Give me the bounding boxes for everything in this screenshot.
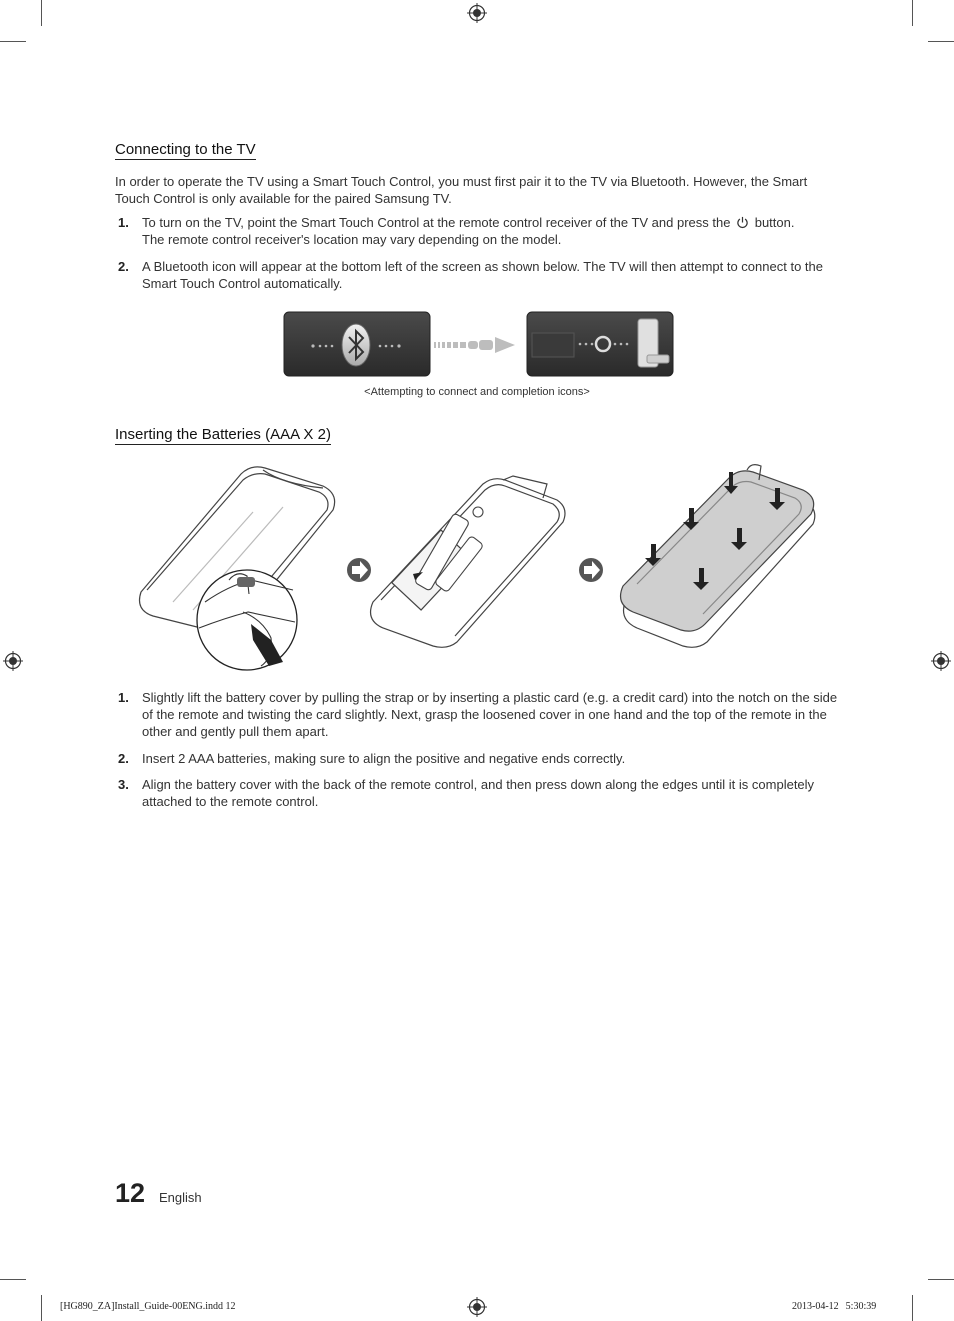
crop-mark (0, 41, 26, 42)
intro-paragraph: In order to operate the TV using a Smart Touch Control, you must first pair it to the TV via Bluetooth. However, the Smart Touch Control is only available for the paired Samsung TV. (115, 174, 808, 206)
arrow-right-icon (347, 558, 371, 582)
step-text-part: To turn on the TV, point the Smart Touch Control at the remote control receiver of the TV and press the (142, 215, 731, 230)
crop-mark (912, 1295, 913, 1321)
language-label: English (159, 1190, 202, 1205)
crop-mark (928, 41, 954, 42)
crop-mark (912, 0, 913, 26)
registration-mark-icon (931, 651, 951, 671)
step-text: Slightly lift the battery cover by pulling the strap or by inserting a plastic card (e.g. a credit card) into the notch on the side of the remote and twisting the card slightly. Next, grasp the loosened cover in one hand and the top of the remote in the other and gently pull them apart. (142, 690, 838, 739)
list-item (118, 776, 840, 812)
power-icon (736, 216, 749, 229)
file-slug: [HG890_ZA]Install_Guide-00ENG.indd 12 (60, 1301, 236, 1312)
list-item (118, 258, 840, 294)
step-text: Align the battery cover with the back of the remote control, and then press down along the edges until it is completely attached to the remote control. (142, 777, 815, 809)
step-text-part: button. (754, 215, 795, 230)
timestamp-slug: 2013-04-12 5:30:39 (792, 1301, 877, 1312)
step-text: Insert 2 AAA batteries, making sure to align the positive and negative ends correctly. (142, 751, 626, 766)
crop-mark (928, 1279, 954, 1280)
step-text (142, 214, 840, 248)
step-number: 2. (118, 259, 129, 274)
list-item (118, 750, 840, 768)
bluetooth-pairing-figure (283, 311, 675, 379)
step-number: 1. (118, 215, 129, 230)
step-number: 1. (118, 690, 129, 705)
crop-mark (0, 1279, 26, 1280)
step-text-part: The remote control receiver's location may vary depending on the model. (142, 232, 562, 247)
crop-mark (41, 1295, 42, 1321)
battery-insertion-figure (133, 462, 823, 674)
registration-mark-icon (467, 1297, 487, 1317)
list-item (118, 214, 840, 250)
list-item (118, 689, 840, 741)
crop-mark (41, 0, 42, 26)
step-number: 3. (118, 777, 129, 792)
registration-mark-icon (467, 3, 487, 23)
section-heading-batteries: Inserting the Batteries (AAA X 2) (115, 426, 331, 443)
section-heading-connecting: Connecting to the TV (115, 141, 256, 158)
registration-mark-icon (3, 651, 23, 671)
arrow-right-icon (579, 558, 603, 582)
step-number: 2. (118, 751, 129, 766)
step-text: A Bluetooth icon will appear at the bottom left of the screen as shown below. The TV will then attempt to connect to the Smart Touch Control automatically. (142, 259, 823, 291)
page-number: 12 (115, 1178, 146, 1208)
figure-caption: <Attempting to connect and completion icons> (364, 386, 590, 398)
bluetooth-icon (342, 324, 370, 366)
